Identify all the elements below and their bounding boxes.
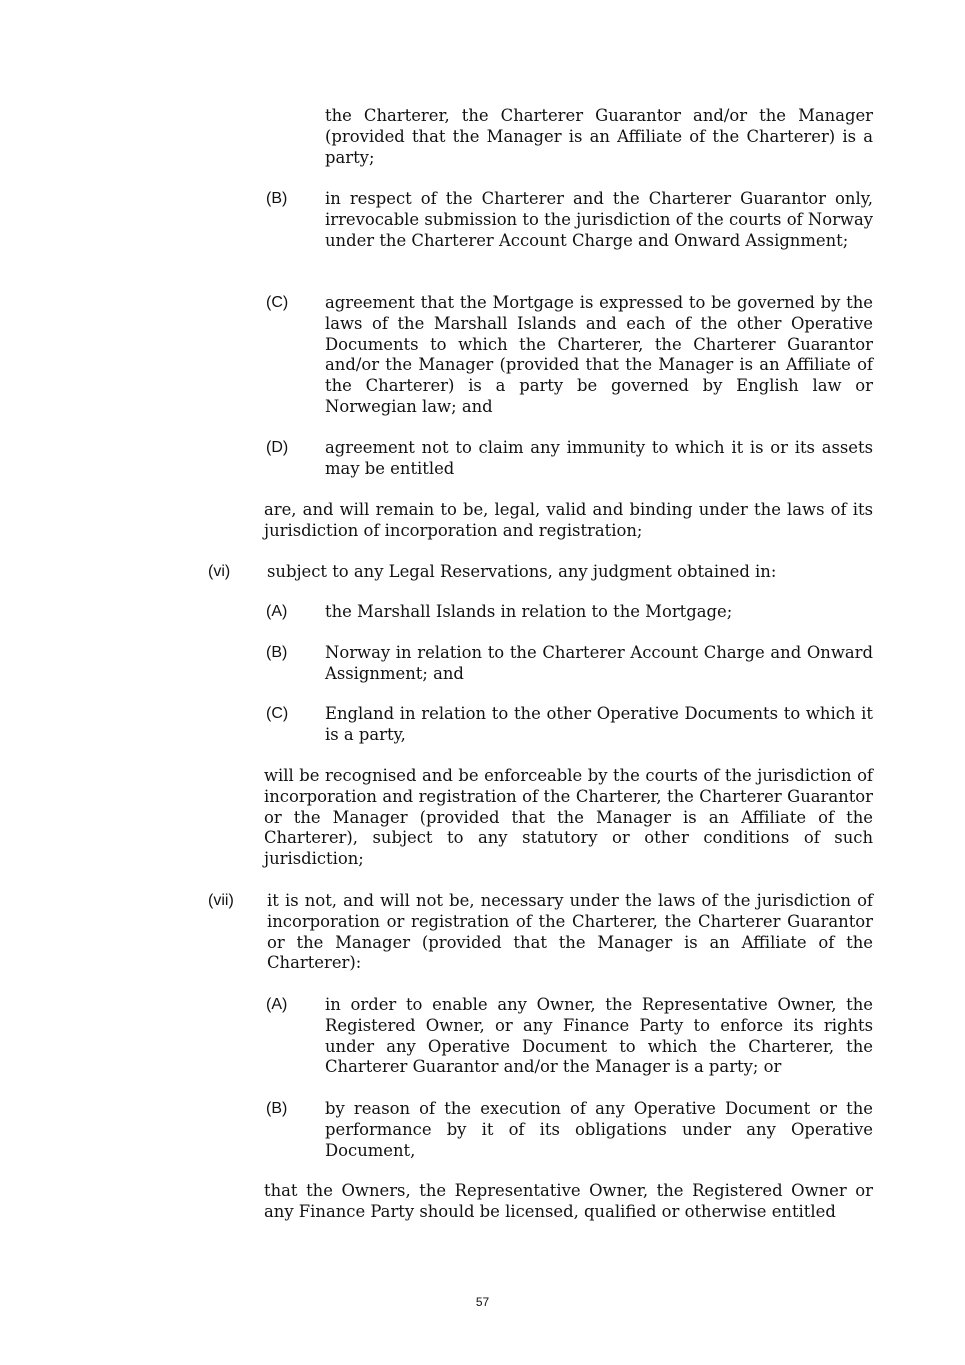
closing-paragraph-vii: that the Owners, the Representative Owner, the Registered Owner or any Finance Party should be licensed, qualified or otherwise entitled bbox=[264, 1181, 873, 1221]
page-number: 57 bbox=[475, 1295, 490, 1309]
item-label-vi-b: (B) bbox=[266, 644, 288, 661]
item-label-vii-a: (A) bbox=[266, 996, 288, 1013]
closing-paragraph-vi: will be recognised and be enforceable by the courts of the jurisdiction of incorporation and registration of the Charterer, the Charterer Guarantor or the Manager (provided that the Manager is an Affiliate of the Charterer), subject to any statutory or other conditions of such jurisdiction; bbox=[264, 766, 873, 869]
item-text-vii-a: in order to enable any Owner, the Representative Owner, the Registered Owner, or any Finance Party to enforce its rights under any Operative Document to which the Charterer, the Charterer Guarantor and/or the Manager is a party; or bbox=[325, 995, 873, 1077]
item-text-vii-b: by reason of the execution of any Operative Document or the performance by it of its obligations under any Operative Document, bbox=[325, 1099, 873, 1160]
item-text-c: agreement that the Mortgage is expressed to be governed by the laws of the Marshall Islands and each of the other Operative Documents to which the Charterer, the Charterer Guarantor and/or the Manager (provided that the Manager is an Affiliate of the Charterer) is a party be governed by English law or Norwegian law; and bbox=[325, 293, 873, 416]
item-label-vii-b: (B) bbox=[266, 1100, 288, 1117]
clause-label-vi: (vi) bbox=[208, 563, 231, 580]
item-text-b: in respect of the Charterer and the Charterer Guarantor only, irrevocable submission to the jurisdiction of the courts of Norway under the Charterer Account Charge and Onward Assignment; bbox=[325, 189, 873, 250]
clause-label-vii: (vii) bbox=[208, 892, 234, 909]
closing-paragraph-v: are, and will remain to be, legal, valid and binding under the laws of its jurisdiction of incorporation and registration; bbox=[264, 500, 873, 540]
item-label-vi-c: (C) bbox=[266, 705, 289, 722]
item-text-vi-b: Norway in relation to the Charterer Account Charge and Onward Assignment; and bbox=[325, 643, 873, 683]
item-text-vi-a: the Marshall Islands in relation to the Mortgage; bbox=[325, 602, 733, 621]
clause-text-vii: it is not, and will not be, necessary under the laws of the jurisdiction of incorporation or registration of the Charterer, the Charterer Guarantor or the Manager (provided that the Manager is an Affiliate of the Charterer): bbox=[267, 891, 873, 973]
item-text-vi-c: England in relation to the other Operative Documents to which it is a party, bbox=[325, 704, 873, 744]
item-label-c: (C) bbox=[266, 294, 289, 311]
paragraph-continuation: the Charterer, the Charterer Guarantor and/or the Manager (provided that the Manager is an Affiliate of the Charterer) is a party; bbox=[325, 106, 873, 167]
item-text-d: agreement not to claim any immunity to which it is or its assets may be entitled bbox=[325, 438, 873, 478]
item-label-b: (B) bbox=[266, 190, 288, 207]
clause-text-vi: subject to any Legal Reservations, any judgment obtained in: bbox=[267, 562, 777, 581]
item-label-vi-a: (A) bbox=[266, 603, 288, 620]
item-label-d: (D) bbox=[266, 439, 289, 456]
